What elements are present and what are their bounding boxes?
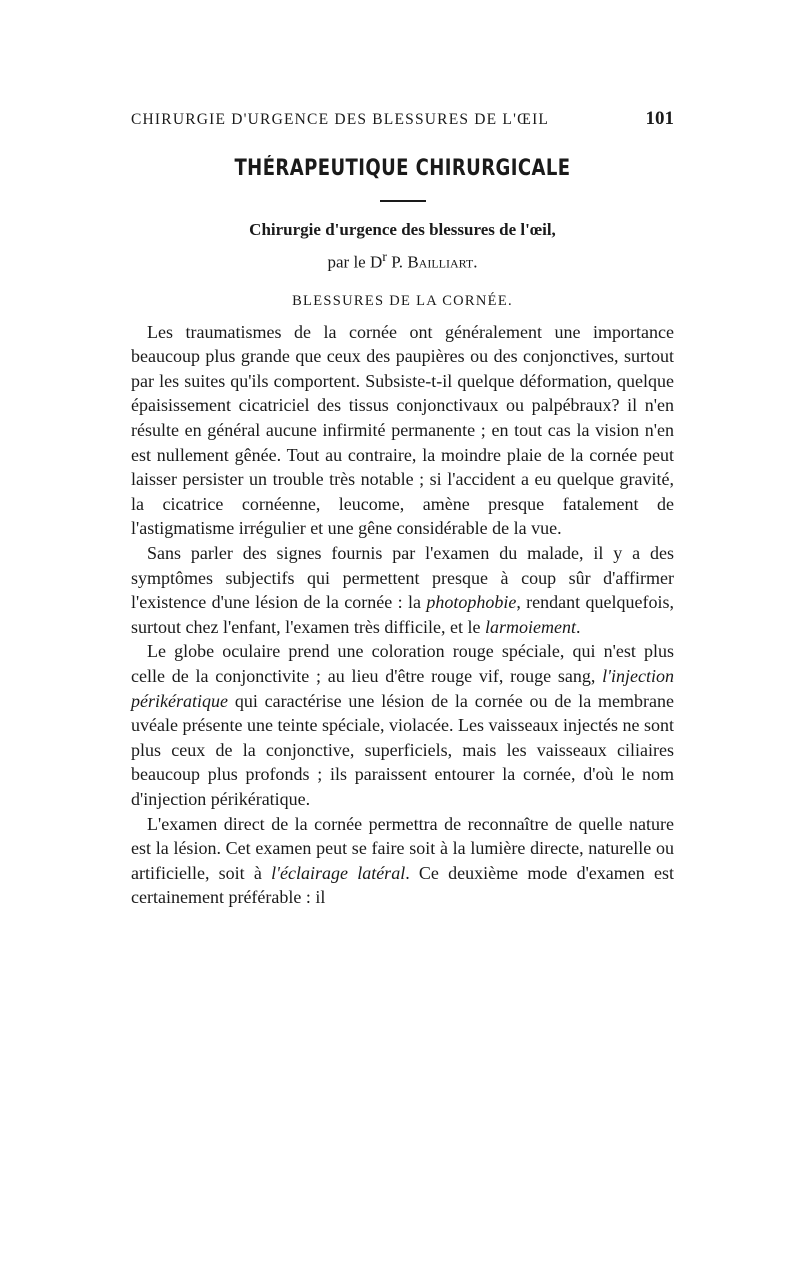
paragraph-2-text-c: . bbox=[576, 616, 581, 637]
byline-prefix: par le D bbox=[327, 252, 383, 272]
author-name: Bailliart bbox=[407, 252, 474, 272]
title-rule bbox=[380, 200, 426, 202]
paragraph-4 bbox=[131, 812, 674, 910]
article-title: Chirurgie d'urgence des blessures de l'œil, bbox=[249, 220, 556, 239]
term-injection: l'injection périkératique bbox=[131, 665, 674, 711]
term-larmoiement: larmoiement bbox=[485, 616, 576, 637]
section-title: THÉRAPEUTIQUE CHIRURGICALE bbox=[234, 156, 571, 181]
paragraph-2-text-a: Sans parler des signes fournis par l'examen du malade, il y a des symptômes subjectifs qui permettent presque à coup sûr d'affirmer l'existence d'une lésion de la cornée : la bbox=[131, 543, 674, 613]
byline-sup: r bbox=[382, 249, 387, 265]
byline-initial: P. bbox=[386, 252, 408, 272]
page-number: 101 bbox=[645, 108, 674, 129]
paragraph-3-text-a: Le globe oculaire prend une coloration rouge spéciale, qui n'est plus celle de la conjonctivite ; au lieu d'être rouge vif, rouge sang, bbox=[131, 641, 674, 686]
paragraph-1 bbox=[131, 320, 674, 541]
paragraph-3 bbox=[131, 639, 674, 811]
byline-end: . bbox=[473, 252, 478, 272]
paragraph-2 bbox=[131, 541, 674, 639]
paragraph-2-text-b: , rendant quelquefois, surtout chez l'enfant, l'examen très difficile, et le bbox=[131, 592, 674, 637]
running-header bbox=[131, 108, 674, 132]
byline bbox=[131, 246, 674, 274]
subheading: BLESSURES DE LA CORNÉE. bbox=[292, 292, 513, 309]
term-eclairage: l'éclairage latéral bbox=[271, 862, 406, 883]
running-title: CHIRURGIE D'URGENCE DES BLESSURES DE L'ŒIL bbox=[131, 111, 550, 128]
body-text bbox=[131, 320, 674, 910]
term-photophobie: photophobie bbox=[426, 592, 517, 613]
paragraph-4-text-b: . Ce deuxième mode d'examen est certainement préférable : il bbox=[131, 862, 675, 908]
paragraph-1-text: Les traumatismes de la cornée ont généralement une importance beaucoup plus grande que ceux des paupières ou des conjonctives, surtout par les suites qu'ils comportent. Subsiste-t-il quelque déformation, quelque épaisissement cicatriciel des tissus conjonctivaux ou palpébraux? il n'en résulte en général aucune infirmité permanente ; en tout cas la vision n'en est nullement gênée. Tout au contraire, la moindre plaie de la cornée peut laisser persister un trouble très notable ; si l'accident a eu quelque gravité, la cicatrice cornéenne, leucome, amène presque fatalement de l'astigmatisme irrégulier et une gêne considérable de la vue. bbox=[131, 321, 674, 539]
book-page bbox=[131, 108, 674, 910]
paragraph-4-text-a: L'examen direct de la cornée permettra de reconnaître de quelle nature est la lésion. Cet examen peut se faire soit à la lumière directe, naturelle ou artificielle, soit à bbox=[131, 813, 674, 883]
paragraph-3-text-b: qui caractérise une lésion de la cornée ou de la membrane uvéale présente une teinte spéciale, violacée. Les vaisseaux injectés ne sont plus ceux de la conjonctive, superficiels, mais les vaisseaux ciliaires beaucoup plus profonds ; ils paraissent entourer la cornée, d'où le nom d'injection périkératique. bbox=[131, 690, 674, 809]
